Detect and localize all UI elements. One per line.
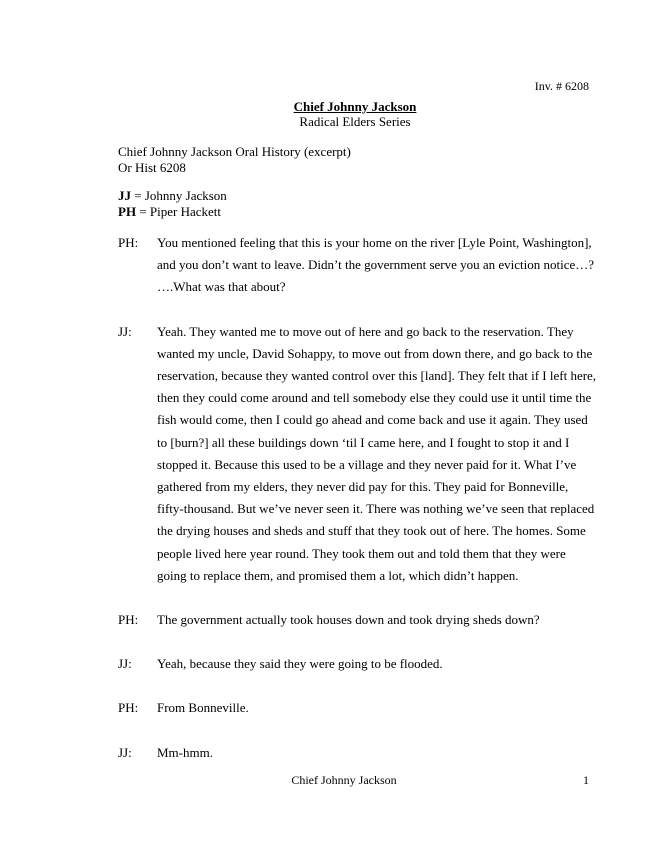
transcript-turn <box>118 232 598 299</box>
series-subtitle: Radical Elders Series <box>299 114 411 129</box>
turn-text: From Bonneville. <box>157 700 249 716</box>
turn-text: You mentioned feeling that this is your home on the river [Lyle Point, Washington], and you don’t want to leave. Didn’t the government serve you an eviction notice…? ….What was that about? <box>157 235 595 295</box>
speaker-name: = Piper Hackett <box>136 204 222 219</box>
turn-text: Yeah. They wanted me to move out of here and go back to the reservation. They wanted my uncle, David Sohappy, to move out from down there, and go back to the reservation, because they wanted control over this [land]. They felt that if I left here, then they could come around and tell somebody else they could use it until time the fish would come, then I could go ahead and come back and use it again. They used to [burn?] all these buildings down ‘til I came here, and I fought to stop it and I stopped it. Because this used to be a village and they never paid for it. What I’ve gathered from my elders, they never did pay for this. They paid for Bonneville, fifty-thousand. But we’ve never seen it. There was nothing we’ve seen that replaced the drying houses and sheds and stuff that they took out of here. The homes. Some people lived here year round. They took them out and told them that they were going to replace them, and promised them a lot, which didn’t happen. <box>157 323 597 583</box>
turn-speaker: PH: <box>118 700 139 716</box>
speaker-key-row <box>118 204 227 220</box>
turn-text: The government actually took houses down and took drying sheds down? <box>157 612 540 628</box>
turn-speaker: JJ: <box>118 323 132 339</box>
turn-text: Yeah, because they said they were going to be flooded. <box>157 656 443 672</box>
document-meta <box>118 144 351 176</box>
turn-speaker: JJ: <box>118 744 132 760</box>
speaker-name: = Johnny Jackson <box>131 188 227 203</box>
transcript-turn <box>118 653 598 675</box>
footer-title: Chief Johnny Jackson <box>291 773 397 787</box>
transcript-turn <box>118 321 598 587</box>
transcript-turn <box>118 609 598 631</box>
turn-speaker: PH: <box>118 235 139 250</box>
meta-catalog-number: Or Hist 6208 <box>118 160 186 175</box>
document-title: Chief Johnny Jackson <box>293 99 417 114</box>
speaker-code: JJ <box>118 188 131 203</box>
transcript-turn <box>118 697 598 719</box>
transcript-turn <box>118 742 598 764</box>
turn-speaker: PH: <box>118 612 139 628</box>
speaker-code: PH <box>118 204 137 219</box>
transcript <box>118 232 598 764</box>
turn-speaker: JJ: <box>118 656 132 672</box>
turn-text: Mm-hmm. <box>157 744 213 760</box>
page-number: 1 <box>583 773 589 787</box>
speaker-key <box>118 188 227 220</box>
inventory-number: Inv. # 6208 <box>534 79 589 93</box>
meta-description: Chief Johnny Jackson Oral History (excerpt) <box>118 144 351 159</box>
speaker-key-row <box>118 188 227 204</box>
